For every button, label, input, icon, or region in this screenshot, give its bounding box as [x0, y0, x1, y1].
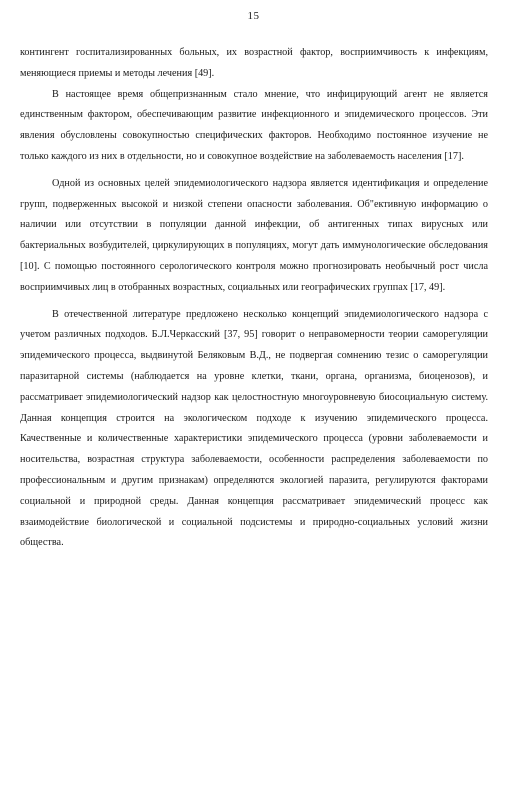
paragraph-continuation: контингент госпитализированных больных, их возрастной фактор, восприимчивость к инфекциям, меняющиеся приемы и методы лечения [49].: [20, 47, 488, 79]
paragraph-infecting-agent: В настоящее время общепризнанным стало мнение, что инфицирующий агент не является единственным фактором, обеспечивающим развитие инфекционного и эпидемического процессов. Эти явления обусловлены совокупностью специфических факторов. Необходимо постоянное изучение не только каждого из них в отдельности, но и совокупное воздействие на заболеваемость населения [17].: [20, 88, 488, 162]
paragraph-domestic-concepts: В отечественной литературе предложено несколько концепций эпидемиологического надзора с учетом различных подходов. Б.Л.Черкасский [37, 95] говорит о неправомерности теории саморегуляции эпидемического процесса, выдвинутой Беляковым В.Д., не подвергая сомнению тезис о саморегуляции паразитарной системы (наблюдается на уровне клетки, ткани, органа, организма, биоценозов), и рассматривает эпидемиологический надзор как целостностную многоуровневую биосоциальную систему. Данная концепция строится на экологическом подходе к изучению эпидемического процесса. Качественные и количественные характеристики эпидемического процесса (уровни заболеваемости и носительства, возрастная структура заболеваемости, особенности распределения заболеваемости по профессиональным и другим признакам) определяются экологией паразита, регулируются факторами социальной и природной среды. Данная концепция рассматривает эпидемический процесс как взаимодействие биологической и социальной подсистемы и природно-социальных условий жизни общества.: [20, 308, 488, 549]
document-body: [20, 43, 488, 554]
paragraph-surveillance-goals: Одной из основных целей эпидемиологического надзора является идентификация и определение групп, подверженных высокой и низкой степени опасности заболевания. Об"ективную информацию о наличии или отсутствии в популяции данной инфекции, об антигенных типах вирусных или бактериальных возбудителей, циркулирующих в популяциях, могут дать иммунологические обследования [10]. С помощью постоянного серологического контроля можно прогнозировать необычный рост числа восприимчивых лиц в отобранных возрастных, социальных или географических группах [17, 49].: [20, 177, 488, 293]
page-number: 15: [247, 10, 260, 22]
